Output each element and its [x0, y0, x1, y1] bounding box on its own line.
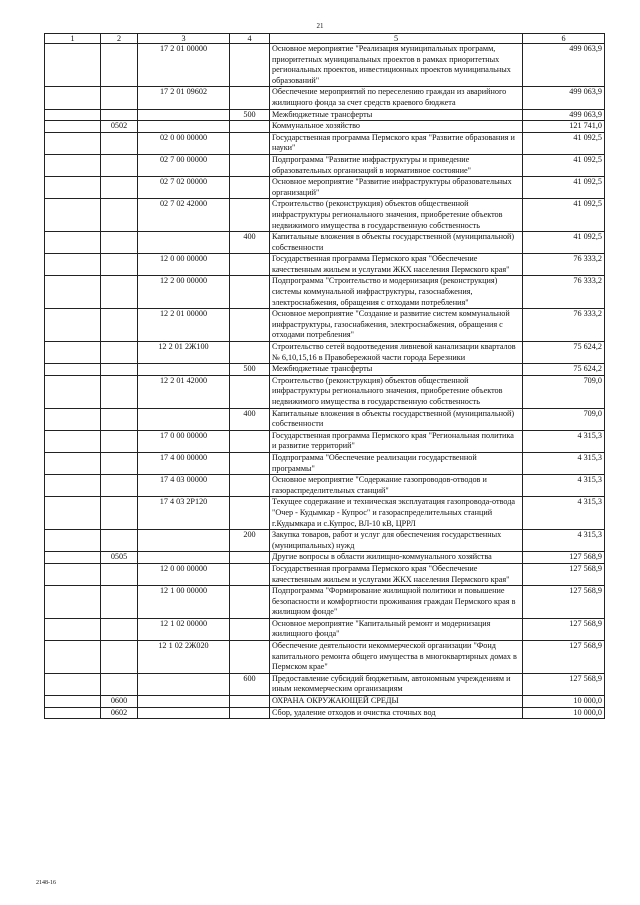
- cell-expense-type: [230, 87, 270, 109]
- table-row: [45, 530, 605, 552]
- cell-target-code: [138, 552, 230, 564]
- cell-subsection: [101, 132, 138, 154]
- cell-description: Текущее содержание и техническая эксплуатация газопровода-отвода "Очер - Кудымкар - Купрос" и газораспределительных станций г.Кудымкара и с.Купрос, ВЛ-10 кВ, ЦРРЛ: [270, 497, 523, 530]
- cell-description: Государственная программа Пермского края "Обеспечение качественным жильем и услугами ЖКХ населения Пермского края": [270, 254, 523, 276]
- cell-description: Обеспечение мероприятий по переселению граждан из аварийного жилищного фонда за счет средств краевого бюджета: [270, 87, 523, 109]
- cell-subsection: [101, 109, 138, 121]
- cell-section: [45, 430, 101, 452]
- table-row: [45, 342, 605, 364]
- cell-section: [45, 177, 101, 199]
- cell-amount: 127 568,9: [523, 641, 605, 674]
- cell-section: [45, 132, 101, 154]
- cell-subsection: [101, 154, 138, 176]
- cell-section: [45, 342, 101, 364]
- cell-expense-type: [230, 199, 270, 232]
- cell-description: Основное мероприятие "Реализация муниципальных программ, приоритетных муниципальных проектов в рамках приоритетных региональных проектов, инвестиционных проектов муниципальных образований": [270, 44, 523, 87]
- table-row: [45, 254, 605, 276]
- cell-amount: 499 063,9: [523, 44, 605, 87]
- cell-description: Строительство (реконструкция) объектов общественной инфраструктуры регионального значения, приобретение объектов недвижимого имущества в государственную собственность: [270, 199, 523, 232]
- cell-target-code: 02 7 02 00000: [138, 177, 230, 199]
- table-row: [45, 475, 605, 497]
- cell-expense-type: [230, 121, 270, 133]
- cell-subsection: [101, 563, 138, 585]
- cell-amount: 4 315,3: [523, 497, 605, 530]
- cell-target-code: 12 2 01 2Ж100: [138, 342, 230, 364]
- cell-description: Сбор, удаление отходов и очистка сточных вод: [270, 707, 523, 719]
- cell-expense-type: [230, 563, 270, 585]
- cell-target-code: 12 1 00 00000: [138, 586, 230, 619]
- cell-section: [45, 309, 101, 342]
- cell-subsection: [101, 673, 138, 695]
- table-row: [45, 696, 605, 708]
- cell-expense-type: 500: [230, 109, 270, 121]
- table-header-row: [45, 34, 605, 44]
- cell-expense-type: [230, 641, 270, 674]
- cell-amount: 76 333,2: [523, 276, 605, 309]
- table-row: [45, 309, 605, 342]
- cell-description: Основное мероприятие "Развитие инфраструктуры образовательных организаций": [270, 177, 523, 199]
- cell-expense-type: [230, 276, 270, 309]
- cell-description: Государственная программа Пермского края "Обеспечение качественным жильем и услугами ЖКХ населения Пермского края": [270, 563, 523, 585]
- cell-expense-type: [230, 44, 270, 87]
- column-header: 4: [230, 34, 270, 44]
- cell-section: [45, 618, 101, 640]
- cell-subsection: 0502: [101, 121, 138, 133]
- cell-target-code: 12 2 01 42000: [138, 375, 230, 408]
- cell-amount: 75 624,2: [523, 364, 605, 376]
- table-row: [45, 121, 605, 133]
- cell-description: Закупка товаров, работ и услуг для обеспечения государственных (муниципальных) нужд: [270, 530, 523, 552]
- cell-target-code: 17 4 03 00000: [138, 475, 230, 497]
- cell-expense-type: [230, 552, 270, 564]
- table-row: [45, 586, 605, 619]
- cell-description: ОХРАНА ОКРУЖАЮЩЕЙ СРЕДЫ: [270, 696, 523, 708]
- cell-description: Капитальные вложения в объекты государственной (муниципальной) собственности: [270, 232, 523, 254]
- table-row: [45, 154, 605, 176]
- cell-target-code: [138, 364, 230, 376]
- cell-subsection: [101, 530, 138, 552]
- cell-amount: 127 568,9: [523, 552, 605, 564]
- cell-section: [45, 87, 101, 109]
- cell-section: [45, 475, 101, 497]
- cell-section: [45, 707, 101, 719]
- cell-description: Государственная программа Пермского края "Региональная политика и развитие территорий": [270, 430, 523, 452]
- table-row: [45, 408, 605, 430]
- cell-expense-type: [230, 430, 270, 452]
- cell-section: [45, 452, 101, 474]
- column-header: 6: [523, 34, 605, 44]
- cell-target-code: 02 7 02 42000: [138, 199, 230, 232]
- cell-amount: 75 624,2: [523, 342, 605, 364]
- column-header: 2: [101, 34, 138, 44]
- table-row: [45, 497, 605, 530]
- cell-target-code: 02 7 00 00000: [138, 154, 230, 176]
- cell-amount: 127 568,9: [523, 618, 605, 640]
- cell-amount: 709,0: [523, 408, 605, 430]
- cell-section: [45, 408, 101, 430]
- cell-description: Обеспечение деятельности некоммерческой организации "Фонд капитального ремонта общего имущества в многоквартирных домах в Пермском крае": [270, 641, 523, 674]
- cell-expense-type: 400: [230, 408, 270, 430]
- cell-amount: 76 333,2: [523, 309, 605, 342]
- cell-expense-type: [230, 696, 270, 708]
- cell-description: Основное мероприятие "Создание и развитие систем коммунальной инфраструктуры, газоснабжения, электроснабжения, обращения с отходами потребления": [270, 309, 523, 342]
- cell-description: Межбюджетные трансферты: [270, 364, 523, 376]
- cell-subsection: [101, 430, 138, 452]
- cell-expense-type: [230, 452, 270, 474]
- cell-expense-type: [230, 618, 270, 640]
- column-header: 5: [270, 34, 523, 44]
- cell-expense-type: [230, 475, 270, 497]
- cell-description: Коммунальное хозяйство: [270, 121, 523, 133]
- cell-expense-type: [230, 132, 270, 154]
- cell-section: [45, 154, 101, 176]
- table-row: [45, 563, 605, 585]
- cell-subsection: [101, 475, 138, 497]
- cell-expense-type: [230, 375, 270, 408]
- cell-amount: 76 333,2: [523, 254, 605, 276]
- column-header: 3: [138, 34, 230, 44]
- cell-subsection: [101, 342, 138, 364]
- cell-description: Капитальные вложения в объекты государственной (муниципальной) собственности: [270, 408, 523, 430]
- table-row: [45, 44, 605, 87]
- cell-description: Государственная программа Пермского края "Развитие образования и науки": [270, 132, 523, 154]
- cell-subsection: [101, 497, 138, 530]
- cell-expense-type: [230, 586, 270, 619]
- table-row: [45, 364, 605, 376]
- cell-section: [45, 375, 101, 408]
- cell-subsection: [101, 199, 138, 232]
- footer-code: 2148-16: [36, 880, 56, 886]
- cell-target-code: [138, 109, 230, 121]
- cell-expense-type: [230, 254, 270, 276]
- cell-section: [45, 530, 101, 552]
- cell-amount: 10 000,0: [523, 707, 605, 719]
- cell-amount: 4 315,3: [523, 430, 605, 452]
- cell-target-code: [138, 707, 230, 719]
- cell-amount: 127 568,9: [523, 586, 605, 619]
- table-row: [45, 641, 605, 674]
- cell-target-code: 12 0 00 00000: [138, 254, 230, 276]
- cell-subsection: 0600: [101, 696, 138, 708]
- cell-section: [45, 673, 101, 695]
- cell-expense-type: [230, 309, 270, 342]
- cell-amount: 4 315,3: [523, 530, 605, 552]
- cell-section: [45, 641, 101, 674]
- cell-expense-type: [230, 707, 270, 719]
- cell-subsection: [101, 44, 138, 87]
- cell-description: Предоставление субсидий бюджетным, автономным учреждениям и иным некоммерческим организациям: [270, 673, 523, 695]
- cell-expense-type: [230, 497, 270, 530]
- table-row: [45, 452, 605, 474]
- cell-description: Подпрограмма "Формирование жилищной политики и повышение безопасности и комфортности проживания граждан Пермского края в жилищном фонде": [270, 586, 523, 619]
- cell-description: Подпрограмма "Строительство и модернизация (реконструкция) системы коммунальной инфраструктуры, газоснабжения, электроснабжения, обращения с отходами потребления": [270, 276, 523, 309]
- table-row: [45, 232, 605, 254]
- cell-subsection: [101, 452, 138, 474]
- cell-section: [45, 109, 101, 121]
- cell-section: [45, 696, 101, 708]
- cell-expense-type: 500: [230, 364, 270, 376]
- table-row: [45, 109, 605, 121]
- cell-amount: 4 315,3: [523, 452, 605, 474]
- cell-amount: 499 063,9: [523, 109, 605, 121]
- cell-subsection: [101, 641, 138, 674]
- cell-description: Подпрограмма "Обеспечение реализации государственной программы": [270, 452, 523, 474]
- cell-target-code: [138, 232, 230, 254]
- cell-section: [45, 563, 101, 585]
- cell-section: [45, 44, 101, 87]
- cell-section: [45, 586, 101, 619]
- cell-subsection: [101, 177, 138, 199]
- cell-subsection: [101, 618, 138, 640]
- cell-description: Строительство сетей водоотведения ливневой канализации кварталов № 6,10,15,16 в Правобережной части города Березники: [270, 342, 523, 364]
- cell-amount: 41 092,5: [523, 177, 605, 199]
- cell-expense-type: 200: [230, 530, 270, 552]
- table-row: [45, 177, 605, 199]
- table-row: [45, 87, 605, 109]
- cell-target-code: 02 0 00 00000: [138, 132, 230, 154]
- cell-amount: 127 568,9: [523, 563, 605, 585]
- table-row: [45, 132, 605, 154]
- budget-table: [44, 33, 605, 719]
- cell-subsection: 0505: [101, 552, 138, 564]
- cell-amount: 709,0: [523, 375, 605, 408]
- cell-target-code: 17 4 03 2Р120: [138, 497, 230, 530]
- cell-amount: 121 741,0: [523, 121, 605, 133]
- cell-subsection: [101, 276, 138, 309]
- cell-amount: 41 092,5: [523, 154, 605, 176]
- cell-section: [45, 232, 101, 254]
- table-row: [45, 276, 605, 309]
- cell-description: Другие вопросы в области жилищно-коммунального хозяйства: [270, 552, 523, 564]
- cell-amount: 499 063,9: [523, 87, 605, 109]
- cell-expense-type: [230, 342, 270, 364]
- cell-target-code: 17 2 01 09602: [138, 87, 230, 109]
- cell-section: [45, 199, 101, 232]
- cell-subsection: [101, 87, 138, 109]
- cell-section: [45, 497, 101, 530]
- cell-subsection: [101, 254, 138, 276]
- cell-target-code: 17 4 00 00000: [138, 452, 230, 474]
- cell-description: Межбюджетные трансферты: [270, 109, 523, 121]
- cell-amount: 10 000,0: [523, 696, 605, 708]
- cell-amount: 41 092,5: [523, 199, 605, 232]
- table-row: [45, 552, 605, 564]
- cell-target-code: 17 2 01 00000: [138, 44, 230, 87]
- cell-target-code: [138, 121, 230, 133]
- table-row: [45, 430, 605, 452]
- cell-subsection: [101, 232, 138, 254]
- cell-amount: 41 092,5: [523, 232, 605, 254]
- cell-expense-type: 600: [230, 673, 270, 695]
- cell-subsection: [101, 375, 138, 408]
- cell-amount: 127 568,9: [523, 673, 605, 695]
- cell-section: [45, 254, 101, 276]
- table-row: [45, 199, 605, 232]
- table-row: [45, 375, 605, 408]
- cell-target-code: [138, 408, 230, 430]
- table-row: [45, 707, 605, 719]
- cell-target-code: 12 2 01 00000: [138, 309, 230, 342]
- cell-amount: 4 315,3: [523, 475, 605, 497]
- cell-amount: 41 092,5: [523, 132, 605, 154]
- cell-subsection: [101, 309, 138, 342]
- cell-target-code: 12 1 02 2Ж020: [138, 641, 230, 674]
- page-number: 21: [316, 22, 324, 30]
- cell-expense-type: [230, 177, 270, 199]
- cell-target-code: [138, 673, 230, 695]
- cell-target-code: [138, 530, 230, 552]
- cell-section: [45, 121, 101, 133]
- table-row: [45, 673, 605, 695]
- cell-description: Основное мероприятие "Содержание газопроводов-отводов и газораспределительных станций": [270, 475, 523, 497]
- cell-target-code: 12 0 00 00000: [138, 563, 230, 585]
- cell-target-code: [138, 696, 230, 708]
- cell-subsection: [101, 408, 138, 430]
- cell-description: Основное мероприятие "Капитальный ремонт и модернизация жилищного фонда": [270, 618, 523, 640]
- column-header: 1: [45, 34, 101, 44]
- cell-target-code: 17 0 00 00000: [138, 430, 230, 452]
- cell-description: Строительство (реконструкция) объектов общественной инфраструктуры регионального значения, приобретение объектов недвижимого имущества в государственную собственность: [270, 375, 523, 408]
- table-row: [45, 618, 605, 640]
- cell-expense-type: [230, 154, 270, 176]
- cell-subsection: 0602: [101, 707, 138, 719]
- cell-description: Подпрограмма "Развитие инфраструктуры и приведение образовательных организаций в нормативное состояние": [270, 154, 523, 176]
- cell-target-code: 12 2 00 00000: [138, 276, 230, 309]
- cell-subsection: [101, 364, 138, 376]
- cell-target-code: 12 1 02 00000: [138, 618, 230, 640]
- cell-section: [45, 276, 101, 309]
- cell-expense-type: 400: [230, 232, 270, 254]
- cell-section: [45, 364, 101, 376]
- cell-section: [45, 552, 101, 564]
- cell-subsection: [101, 586, 138, 619]
